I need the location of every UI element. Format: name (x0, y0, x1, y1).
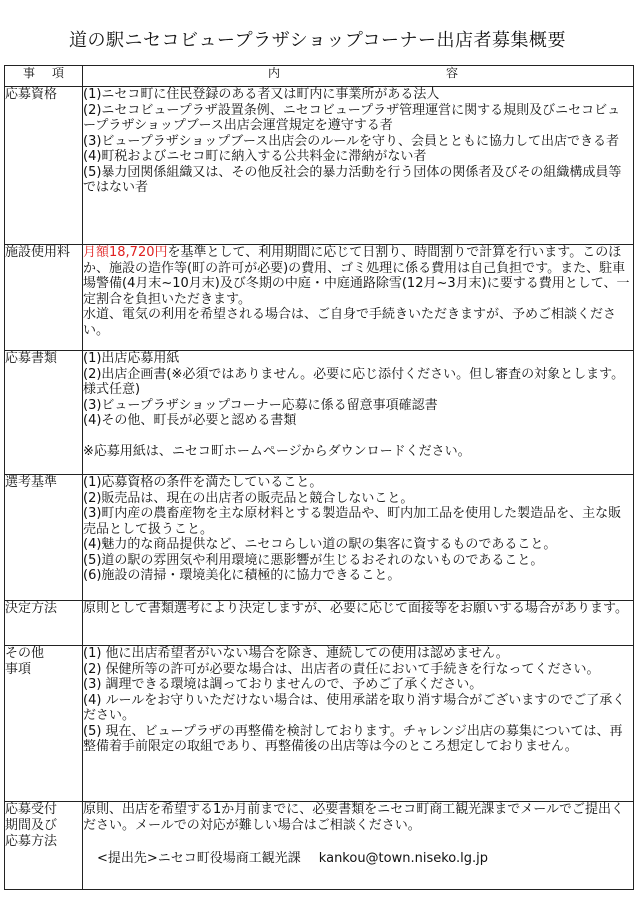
fee-paragraph-1-text: を基準として、利用期間に応じて日割り、時間割りで計算を行います。このほか、施設の造作等(町の許可が必要)の費用、ゴミ処理に係る費用は自己負担です。また、駐車場警備(4月末~10月末)及び冬期の中庭・中庭通路除雪(12月~3月末)に要する費用として、一定割合を負担いただきます。 (83, 245, 630, 307)
documents-spacer (83, 429, 633, 444)
application-label-line-1: 応募受付 (5, 802, 58, 817)
criteria-line-3: (3)町内産の農畜産物を主な原材料とする製造品や、町内加工品を使用した製造品を、主な販売品として扱うこと。 (83, 506, 622, 537)
other-line-2: (2) 保健所等の許可が必要な場合は、出店者の責任において手続きを行なってください。 (83, 661, 600, 677)
row-content-qualification (83, 87, 634, 245)
decision-text: 原則として書類選考により決定しますが、必要に応じて面接等をお願いする場合があります。 (83, 601, 628, 616)
row-content-fee (83, 245, 634, 351)
row-content-other (83, 646, 634, 802)
other-line-1: (1) 他に出店希望者がいない場合を除き、連続しての使用は認めません。 (83, 646, 509, 661)
other-line-5: (5) 現在、ビュープラザの再整備を検討しております。チャレンジ出店の募集については、再整備着手前限定の取組であり、再整備後の出店等は今のところ想定しておりません。 (83, 723, 623, 754)
recruitment-table (4, 65, 634, 890)
row-label-criteria: 選考基準 (5, 475, 83, 601)
row-label-application (5, 802, 83, 890)
other-label-line-1: その他 (5, 646, 45, 661)
fee-paragraph-2: 水道、電気の利用を希望される場合は、ご自身で手続きいただきますが、予めご相談ください。 (83, 307, 617, 338)
qualification-line-3: (3)ビュープラザショップブース出店会のルールを守り、会員とともに協力して出店できる者 (83, 133, 619, 149)
other-label-line-2: 事項 (5, 662, 32, 677)
criteria-line-4: (4)魅力的な商品提供など、ニセコらしい道の駅の集客に資するものであること。 (83, 537, 557, 552)
criteria-line-5: (5)道の駅の雰囲気や利用環境に悪影響が生じるおそれのないものであること。 (83, 552, 544, 568)
row-documents (5, 351, 634, 475)
documents-line-4: (4)その他、町長が必要と認める書類 (83, 413, 297, 428)
other-line-3: (3) 調理できる環境は調っておりませんので、予めご了承ください。 (83, 677, 483, 692)
header-content-char-2: 容 (445, 66, 458, 80)
row-content-decision (83, 601, 634, 646)
application-label-line-3: 応募方法 (5, 834, 58, 849)
row-content-documents (83, 351, 634, 475)
fee-amount-highlight: 月額18,720円 (83, 245, 168, 260)
row-content-application (83, 802, 634, 890)
table-header-row (5, 66, 634, 87)
submission-address (83, 851, 633, 867)
row-content-criteria (83, 475, 634, 601)
qualification-line-1: (1)ニセコ町に住民登録のある者又は町内に事業所がある法人 (83, 87, 440, 102)
header-content-char-1: 内 (268, 66, 281, 80)
row-application (5, 802, 634, 890)
header-content (83, 66, 634, 87)
row-label-documents: 応募書類 (5, 351, 83, 475)
criteria-line-2: (2)販売品は、現在の出店者の販売品と競合しないこと。 (83, 490, 414, 506)
row-label-qualification: 応募資格 (5, 87, 83, 245)
header-item-char-2: 項 (51, 66, 64, 80)
other-line-4: (4) ルールをお守りいただけない場合は、使用承諾を取り消す場合がございますのでご了承ください。 (83, 692, 626, 723)
criteria-line-6: (6)施設の清掃・環境美化に積極的に協力できること。 (83, 568, 401, 583)
submission-email: kankou@town.niseko.lg.jp (318, 851, 489, 866)
documents-line-3: (3)ビュープラザショップコーナー応募に係る留意事項確認書 (83, 397, 438, 413)
row-decision (5, 601, 634, 646)
row-label-fee: 施設使用料 (5, 245, 83, 351)
header-item-char-1: 事 (23, 66, 36, 80)
row-qualification (5, 87, 634, 245)
documents-note: ※応募用紙は、ニセコ町ホームページからダウンロードください。 (83, 443, 471, 459)
row-label-other (5, 646, 83, 802)
fee-paragraph-1 (83, 245, 633, 307)
qualification-line-2: (2)ニセコビュープラザ設置条例、ニセコビュープラザ管理運営に関する規則及びニセコビュープラザショップブース出店会運営規定を遵守する者 (83, 102, 621, 133)
submission-destination: <提出先>ニセコ町役場商工観光課 (97, 851, 301, 866)
page-title: 道の駅ニセコビュープラザショップコーナー出店者募集概要 (69, 30, 566, 51)
application-label-line-2: 期間及び (5, 818, 58, 833)
qualification-line-5: (5)暴力団関係組織又は、その他反社会的暴力活動を行う団体の関係者及びその組織構成員等ではない者 (83, 164, 622, 195)
documents-line-2: (2)出店企画書(※必須ではありません。必要に応じ添付ください。但し審査の対象とします。様式任意) (83, 366, 625, 397)
qualification-line-4: (4)町税およびニセコ町に納入する公共料金に滞納がない者 (83, 149, 427, 164)
documents-line-1: (1)出店応募用紙 (83, 351, 180, 366)
application-text: 原則、出店を希望する1か月前までに、必要書類をニセコ町商工観光課までメールでご提出ください。メールでの対応が難しい場合はご相談ください。 (83, 802, 625, 833)
row-other (5, 646, 634, 802)
row-criteria (5, 475, 634, 601)
header-item (5, 66, 83, 87)
criteria-line-1: (1)応募資格の条件を満たしていること。 (83, 475, 323, 490)
row-fee (5, 245, 634, 351)
row-label-decision: 決定方法 (5, 601, 83, 646)
